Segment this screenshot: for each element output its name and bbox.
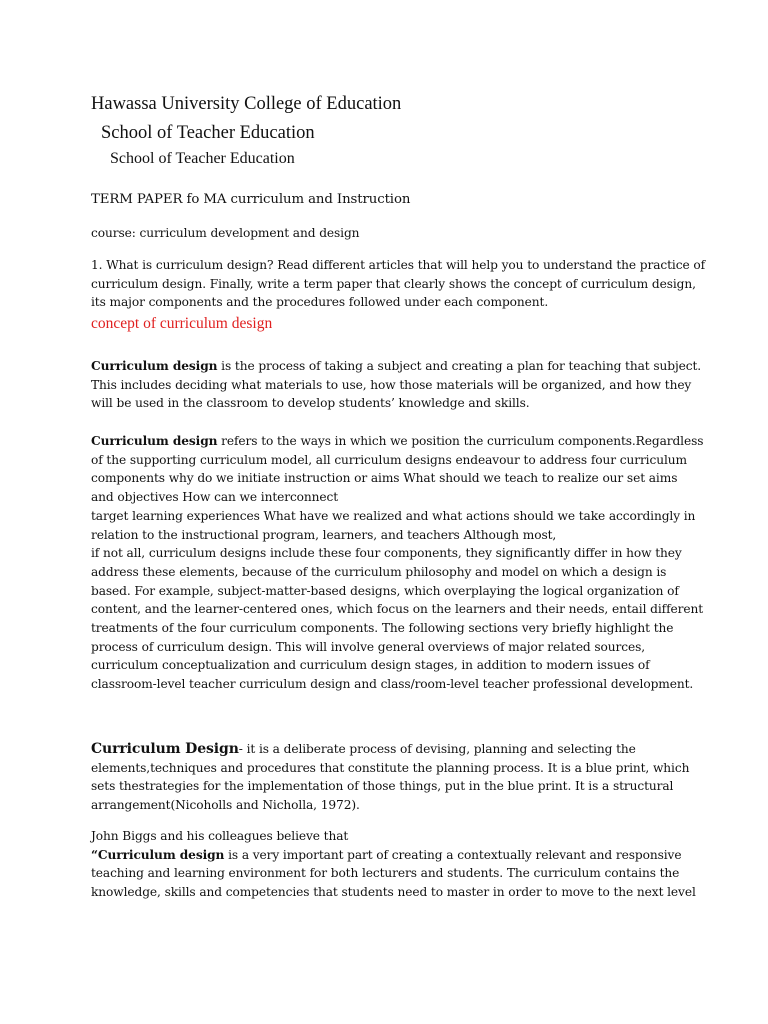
bold-term: Curriculum design <box>91 359 218 373</box>
paragraph-line: classroom-level teacher curriculum design and class/room-level teacher professional development. <box>91 677 694 692</box>
term-paper-line: TERM PAPER fo MA curriculum and Instruction <box>91 192 411 207</box>
paragraph-line: components why do we initiate instruction or aims What should we teach to realize our set aims <box>91 471 678 486</box>
paragraph-line: curriculum conceptualization and curriculum design stages, in addition to modern issues of <box>91 658 650 673</box>
paragraph-line: target learning experiences What have we realized and what actions should we take accordingly in <box>91 508 696 523</box>
paragraph-2 <box>91 432 704 694</box>
university-title: Hawassa University College of Education <box>91 94 402 114</box>
paragraph-line: will be used in the classroom to develop students’ knowledge and skills. <box>91 396 530 411</box>
paragraph-1 <box>91 357 702 413</box>
bold-term: “Curriculum design <box>91 847 225 862</box>
school-subtitle: School of Teacher Education <box>110 150 295 167</box>
bold-term: Curriculum design <box>91 434 218 448</box>
paragraph-line: elements,techniques and procedures that constitute the planning process. It is a blue print, which <box>91 760 690 775</box>
paragraph-line: and objectives How can we interconnect <box>91 490 339 505</box>
paragraph-3 <box>91 740 691 815</box>
question-line: 1. What is curriculum design? Read different articles that will help you to understand the practice of <box>91 258 705 272</box>
paragraph-line: John Biggs and his colleagues believe that <box>91 829 349 843</box>
paragraph-line: Curriculum Design- it is a deliberate process of devising, planning and selecting the <box>91 741 636 757</box>
paragraph-line: sets thestrategies for the implementation of those things, put in the blue print. It is a structural <box>91 779 674 794</box>
paragraph-line: Curriculum design is the process of taking a subject and creating a plan for teaching that subject. <box>91 359 702 373</box>
paragraph-line: process of curriculum design. This will involve general overviews of major related sources, <box>91 639 646 654</box>
course-line: course: curriculum development and design <box>91 226 360 240</box>
paragraph-line: if not all, curriculum designs include these four components, they significantly differ in how they <box>91 546 682 561</box>
paragraph-line: relation to the instructional program, learners, and teachers Although most, <box>91 527 557 542</box>
question-line: curriculum design. Finally, write a term paper that clearly shows the concept of curriculum design, <box>91 276 696 291</box>
paragraph-line: “Curriculum design is a very important part of creating a contextually relevant and responsive <box>91 847 682 862</box>
question-block <box>91 256 705 312</box>
paragraph-line: Curriculum design refers to the ways in which we position the curriculum components.Regardless <box>91 434 704 448</box>
paragraph-line: arrangement(Nicoholls and Nicholla, 1972). <box>91 798 360 813</box>
paragraph-line: of the supporting curriculum model, all curriculum designs endeavour to address four curriculum <box>91 452 687 467</box>
paragraph-line: address these elements, because of the curriculum philosophy and model on which a design is <box>91 564 667 579</box>
school-title: School of Teacher Education <box>101 123 315 143</box>
paragraph-4 <box>91 827 696 902</box>
paragraph-line: knowledge, skills and competencies that students need to master in order to move to the next level <box>91 885 696 900</box>
section-title: concept of curriculum design <box>91 315 273 332</box>
paragraph-line: content, and the learner-centered ones, which focus on the learners and their needs, entail different <box>91 602 703 617</box>
paragraph-line: treatments of the four curriculum components. The following sections very briefly highlight the <box>91 621 674 636</box>
question-line: its major components and the procedures followed under each component. <box>91 295 549 310</box>
paragraph-line: This includes deciding what materials to use, how those materials will be organized, and how they <box>91 377 692 392</box>
paragraph-line: based. For example, subject-matter-based designs, which overplaying the logical organization of <box>91 583 679 598</box>
paragraph-line: teaching and learning environment for both lecturers and students. The curriculum contains the <box>91 866 680 881</box>
bold-term: Curriculum Design <box>91 741 239 757</box>
